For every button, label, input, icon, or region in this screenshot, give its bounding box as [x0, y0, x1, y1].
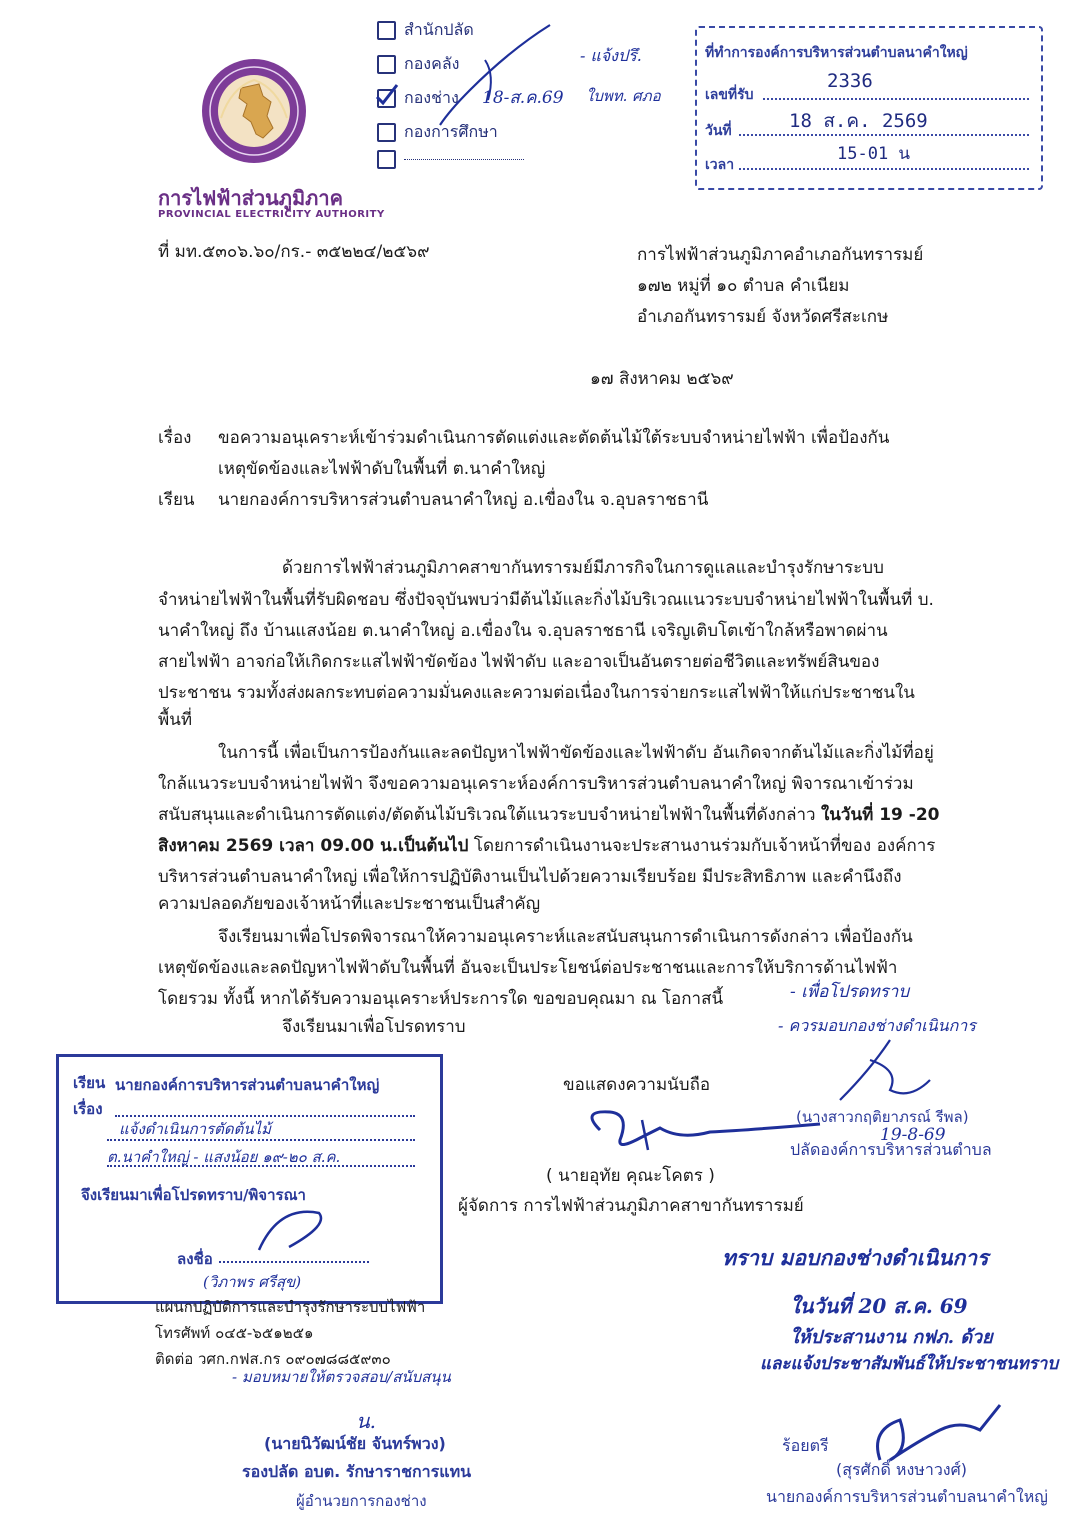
body-p3-line: โดยรวม ทั้งนี้ หากได้รับความอนุเคราะห์ประการใด ขอขอบคุณมา ณ โอกาสนี้: [158, 989, 724, 1009]
routing-pen-stroke: [430, 20, 570, 130]
internal-memo-box: [56, 1054, 443, 1304]
subject-line-2: เหตุขัดข้องและไฟฟ้าดับในพื้นที่ ต.นาคำใหญ่: [218, 459, 546, 479]
contact-person: ติดต่อ วศก.กฟส.กร ๐๙๐๗๘๘๕๙๓๐: [155, 1350, 391, 1368]
body-p1-line: ด้วยการไฟฟ้าส่วนภูมิภาคสาขากันทรารมย์มีภารกิจในการดูแลและบำรุงรักษาระบบ: [282, 558, 884, 578]
checkbox-icon[interactable]: [377, 150, 396, 169]
received-stamp: [695, 26, 1043, 190]
memo-signature: [249, 1205, 339, 1255]
mayor-name: (สุรศักดิ์ หงษาวงศ์): [836, 1460, 968, 1479]
memo-to-value: นายกองค์การบริหารส่วนตำบลนาคำใหญ่: [115, 1076, 380, 1094]
mayor-order-2: ในวันที่ 20 ส.ค. 69: [790, 1294, 968, 1318]
mayor-title: นายกองค์การบริหารส่วนตำบลนาคำใหญ่: [766, 1487, 1048, 1506]
body-p3-line: จึงเรียนมาเพื่อโปรดพิจารณาให้ความอนุเคราะห์และสนับสนุนการดำเนินการดังกล่าว เพื่อป้องกัน: [218, 927, 913, 947]
document-number: ที่ มท.๕๓๐๖.๖๐/กร.- ๓๕๒๒๔/๒๕๖๙: [158, 242, 430, 262]
routing-note-1: - แจ้งปรึ.: [580, 46, 642, 65]
memo-closing: จึงเรียนมาเพื่อโปรดทราบ/พิจารณา: [81, 1186, 306, 1204]
subject-label: เรื่อง: [158, 428, 192, 448]
right-note-2: - ควรมอบกองช่างดำเนินการ: [778, 1016, 976, 1035]
body-closing: จึงเรียนมาเพื่อโปรดทราบ: [282, 1017, 466, 1037]
body-p2-line: ในการนี้ เพื่อเป็นการป้องกันและลดปัญหาไฟฟ้าขัดข้องและไฟฟ้าดับ อันเกิดจากต้นไม้และกิ่งไม้ที่อยู่: [218, 743, 934, 763]
manager-name: ( นายอุทัย คุณะโคตร ): [546, 1166, 715, 1186]
stamp-time-label: เวลา: [705, 157, 735, 173]
body-p1-line: ประชาชน รวมทั้งส่งผลกระทบต่อความมั่นคงและความต่อเนื่องในการจ่ายกระแสไฟฟ้าให้แก่ประชาชนใน: [158, 683, 915, 703]
body-text: โดยการดำเนินงานจะประสานงานร่วมกับเจ้าหน้าที่ของ องค์การ: [468, 836, 936, 856]
body-p2-line: [158, 832, 935, 859]
body-text-bold: ในวันที่ 19 -20: [821, 805, 940, 825]
checkbox-checked-icon[interactable]: [377, 89, 396, 108]
contact-phone: โทรศัพท์ ๐๔๕-๖๕๑๒๕๑: [155, 1324, 314, 1342]
routing-label: กองช่าง: [404, 88, 459, 107]
mayor-rank: ร้อยตรี: [782, 1436, 829, 1455]
stamp-number-value: 2336: [827, 70, 873, 92]
recipient-text: นายกองค์การบริหารส่วนตำบลนาคำใหญ่ อ.เขื่องใน จ.อุบลราชธานี: [218, 490, 709, 510]
routing-note-3: ใบพท. ศภอ: [586, 87, 661, 105]
sender-name: การไฟฟ้าส่วนภูมิภาคอำเภอกันทรารมย์: [637, 245, 924, 265]
stamp-date-value: 18 ส.ค. 2569: [789, 110, 928, 132]
mayor-order-3: ให้ประสานงาน กฟภ. ด้วย: [790, 1327, 993, 1348]
sender-address-2: อำเภอกันทรารมย์ จังหวัดศรีสะเกษ: [637, 307, 889, 327]
mayor-order-1: ทราบ มอบกองช่างดำเนินการ: [722, 1245, 989, 1270]
checkbox-icon[interactable]: [377, 21, 396, 40]
memo-sign-name: (วิภาพร ศรีสุข): [203, 1273, 302, 1291]
memo-line-2: ต.นาคำใหญ่ - แสงน้อย ๑๙-๒๐ ส.ค.: [107, 1148, 341, 1166]
sender-address-1: ๑๗๒ หมู่ที่ ๑๐ ตำบล คำเนียม: [637, 276, 850, 296]
org-name-thai: การไฟฟ้าส่วนภูมิภาค: [158, 186, 343, 210]
stamp-time-value: 15-01 น: [837, 144, 911, 164]
deputy-title-1: รองปลัด อบต. รักษาราชการแทน: [242, 1462, 472, 1481]
memo-subject-label: เรื่อง: [73, 1100, 103, 1118]
body-p1-line: สายไฟฟ้า อาจก่อให้เกิดกระแสไฟฟ้าขัดข้อง ไฟฟ้าดับ และอาจเป็นอันตรายต่อชีวิตและทรัพย์สินของ: [158, 652, 880, 672]
palat-name: (นางสาวกฤติยาภรณ์ รีพล): [796, 1108, 969, 1126]
letter-date: ๑๗ สิงหาคม ๒๕๖๙: [590, 369, 734, 389]
contact-dept: แผนกปฏิบัติการและบำรุงรักษาระบบไฟฟ้า: [155, 1298, 426, 1316]
deputy-name: (นายนิวัฒน์ชัย จันทร์พวง): [264, 1434, 446, 1453]
body-p2-line: ความปลอดภัยของเจ้าหน้าที่และประชาชนเป็นสำคัญ: [158, 894, 541, 914]
stamp-number-label: เลขที่รับ: [705, 87, 754, 103]
body-p1-line: นาคำใหญ่ ถึง บ้านแสงน้อย ต.นาคำใหญ่ อ.เขื่องใน จ.อุบลราชธานี เจริญเติบโตเข้าใกล้หรือพาดผ่าน: [158, 621, 888, 641]
memo-sign-label: ลงชื่อ: [177, 1250, 213, 1268]
checkbox-icon[interactable]: [377, 123, 396, 142]
body-text: สนับสนุนและดำเนินการตัดแต่ง/ตัดต้นไม้บริเวณใต้แนวระบบจำหน่ายไฟฟ้าในพื้นที่ดังกล่าว: [158, 805, 821, 825]
deputy-note: - มอบหมายให้ตรวจสอบ/สนับสนุน: [232, 1368, 451, 1386]
routing-label: กองการศึกษา: [404, 122, 498, 141]
body-p2-line: ใกล้แนวระบบจำหน่ายไฟฟ้า จึงขอความอนุเคราะห์องค์การบริหารส่วนตำบลนาคำใหญ่ พิจารณาเข้าร่วม: [158, 774, 914, 794]
right-note-1: - เพื่อโปรดทราบ: [790, 982, 910, 1002]
routing-note-2: 18-ส.ค.69: [482, 88, 564, 108]
palat-signature: [830, 1030, 950, 1110]
stamp-date-label: วันที่: [705, 123, 732, 139]
recipient-label: เรียน: [158, 490, 195, 510]
routing-label: สำนักปลัด: [404, 20, 474, 39]
body-text-bold: สิงหาคม 2569 เวลา 09.00 น.เป็นต้นไป: [158, 836, 469, 856]
deputy-initial: น.: [356, 1409, 377, 1433]
routing-label: กองคลัง: [404, 54, 460, 73]
body-p2-line: บริหารส่วนตำบลนาคำใหญ่ เพื่อให้การปฏิบัติงานเป็นไปด้วยความเรียบร้อย มีประสิทธิภาพ และคำนึงถึง: [158, 867, 902, 887]
stamp-title: ที่ทำการองค์การบริหารส่วนตำบลนาคำใหญ่: [705, 45, 968, 61]
palat-title: ปลัดองค์การบริหารส่วนตำบล: [790, 1140, 992, 1159]
salutation: ขอแสดงความนับถือ: [563, 1075, 711, 1095]
routing-item-blank[interactable]: [377, 150, 524, 169]
manager-title: ผู้จัดการ การไฟฟ้าส่วนภูมิภาคสาขากันทรารมย์: [458, 1196, 804, 1216]
mayor-order-4: และแจ้งประชาสัมพันธ์ให้ประชาชนทราบ: [760, 1354, 1059, 1374]
body-p1-line: พื้นที่: [158, 710, 193, 730]
memo-line-1: แจ้งดำเนินการตัดต้นไม้: [119, 1120, 272, 1138]
palat-date: 19-8-69: [880, 1125, 946, 1145]
body-p1-line: จำหน่ายไฟฟ้าในพื้นที่รับผิดชอบ ซึ่งปัจจุบันพบว่ามีต้นไม้และกิ่งไม้บริเวณแนวระบบจำหน่ายไฟฟ้าในพื้นที่ บ.: [158, 590, 934, 610]
memo-to-label: เรียน: [73, 1074, 106, 1092]
deputy-title-2: ผู้อำนวยการกองช่าง: [296, 1492, 427, 1510]
body-p2-line: [158, 801, 940, 828]
routing-label: [404, 159, 524, 160]
body-p3-line: เหตุขัดข้องและลดปัญหาไฟฟ้าดับในพื้นที่ อันจะเป็นประโยชน์ต่อประชาชนและการให้บริการด้านไฟฟ้า: [158, 958, 898, 978]
org-name-english: PROVINCIAL ELECTRICITY AUTHORITY: [158, 209, 385, 220]
subject-line-1: ขอความอนุเคราะห์เข้าร่วมดำเนินการตัดแต่งและตัดต้นไม้ใต้ระบบจำหน่ายไฟฟ้า เพื่อป้องกัน: [218, 428, 890, 448]
pea-logo: [201, 58, 307, 164]
checkbox-icon[interactable]: [377, 55, 396, 74]
